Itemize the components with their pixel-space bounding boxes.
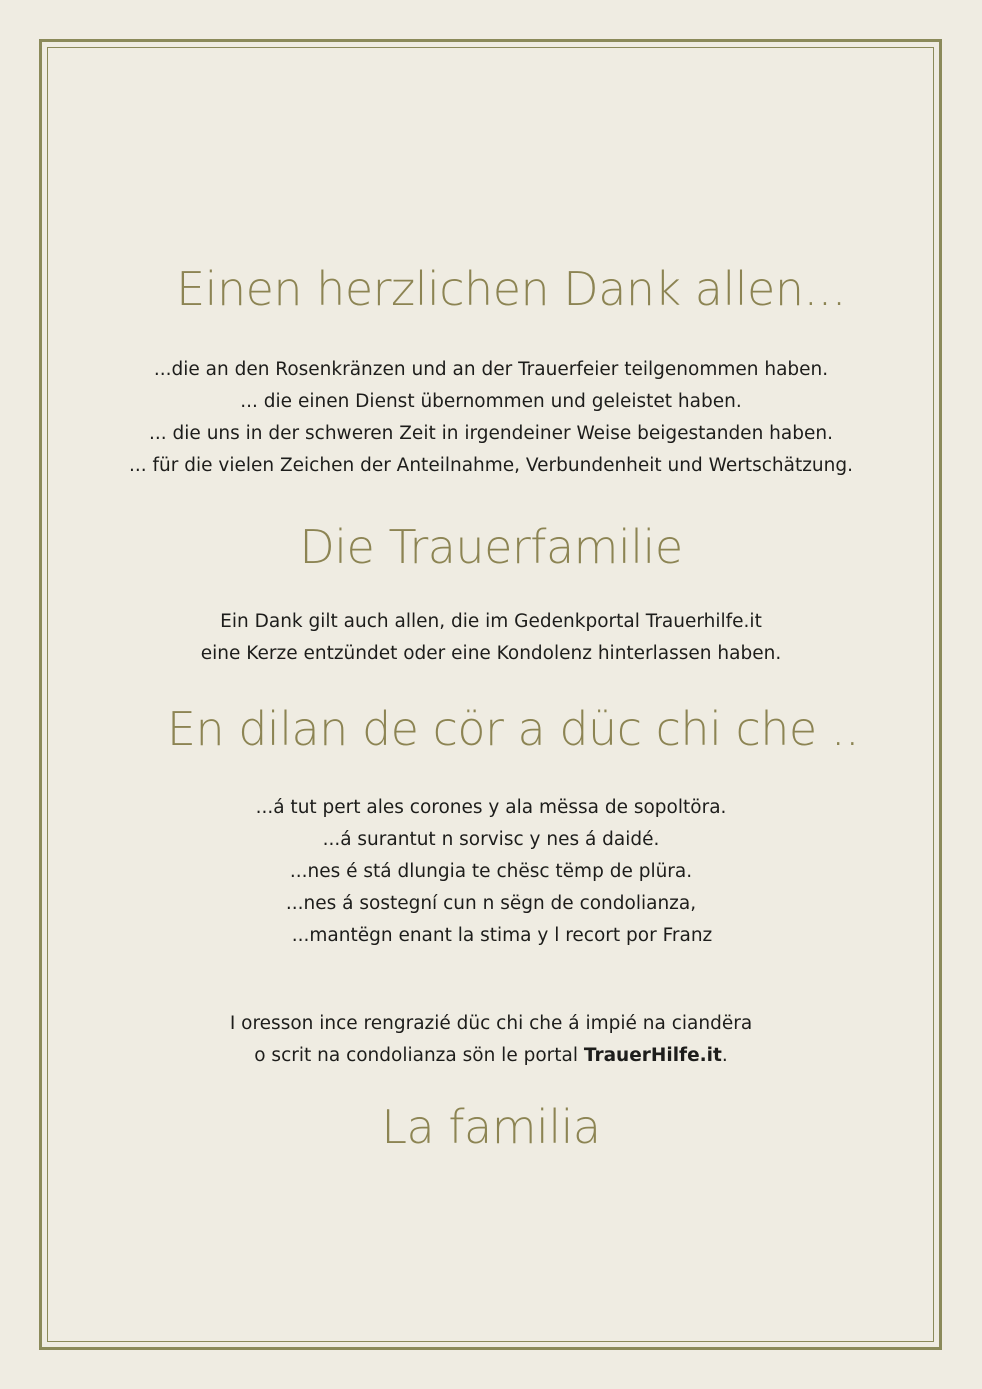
portal-line: eine Kerze entzündet oder eine Kondolenz hinterlassen haben. [200,643,782,664]
ladin-line: ...nes á sostegní cun n sëgn de condolianza, [285,893,697,914]
heading-ladin: En dilan de cör a düc chi che .. [166,702,860,756]
portal-ladin-text: o scrit na condolianza sön le portal [254,1045,584,1066]
portal-name: TrauerHilfe.it [583,1045,722,1066]
ladin-line: ...nes é stá dlungia te chësc tëmp de plüra. [289,861,693,882]
signature-ladin: La familia [381,1100,601,1154]
portal-line: Ein Dank gilt auch allen, die im Gedenkportal Trauerhilfe.it [220,611,762,632]
portal-ladin-line [0,1040,982,1072]
thanks-line: ... die einen Dienst übernommen und geleistet haben. [240,391,742,412]
portal-ladin-period: . [721,1045,728,1066]
ladin-list [0,792,982,952]
ladin-line: ...á tut pert ales corones y ala mëssa de sopoltöra. [255,797,727,818]
thanks-line: ... für die vielen Zeichen der Anteilnahme, Verbundenheit und Wertschätzung. [129,455,853,476]
heading-thanks: Einen herzlichen Dank allen... [176,262,846,316]
portal-ladin-line: I oresson ince rengrazié düc chi che á impié na ciandëra [229,1013,753,1034]
thanks-line: ...die an den Rosenkränzen und an der Trauerfeier teilgenommen haben. [153,359,829,380]
portal-note-german [0,606,982,670]
ladin-line: ...mantëgn enant la stima y l recort por Franz [291,925,713,946]
signature-german: Die Trauerfamilie [299,520,683,574]
ladin-line: ...á surantut n sorvisc y nes á daidé. [322,829,660,850]
thanks-list [0,354,982,482]
thanks-line: ... die uns in der schweren Zeit in irgendeiner Weise beigestanden haben. [149,423,833,444]
portal-note-ladin [0,1008,982,1072]
